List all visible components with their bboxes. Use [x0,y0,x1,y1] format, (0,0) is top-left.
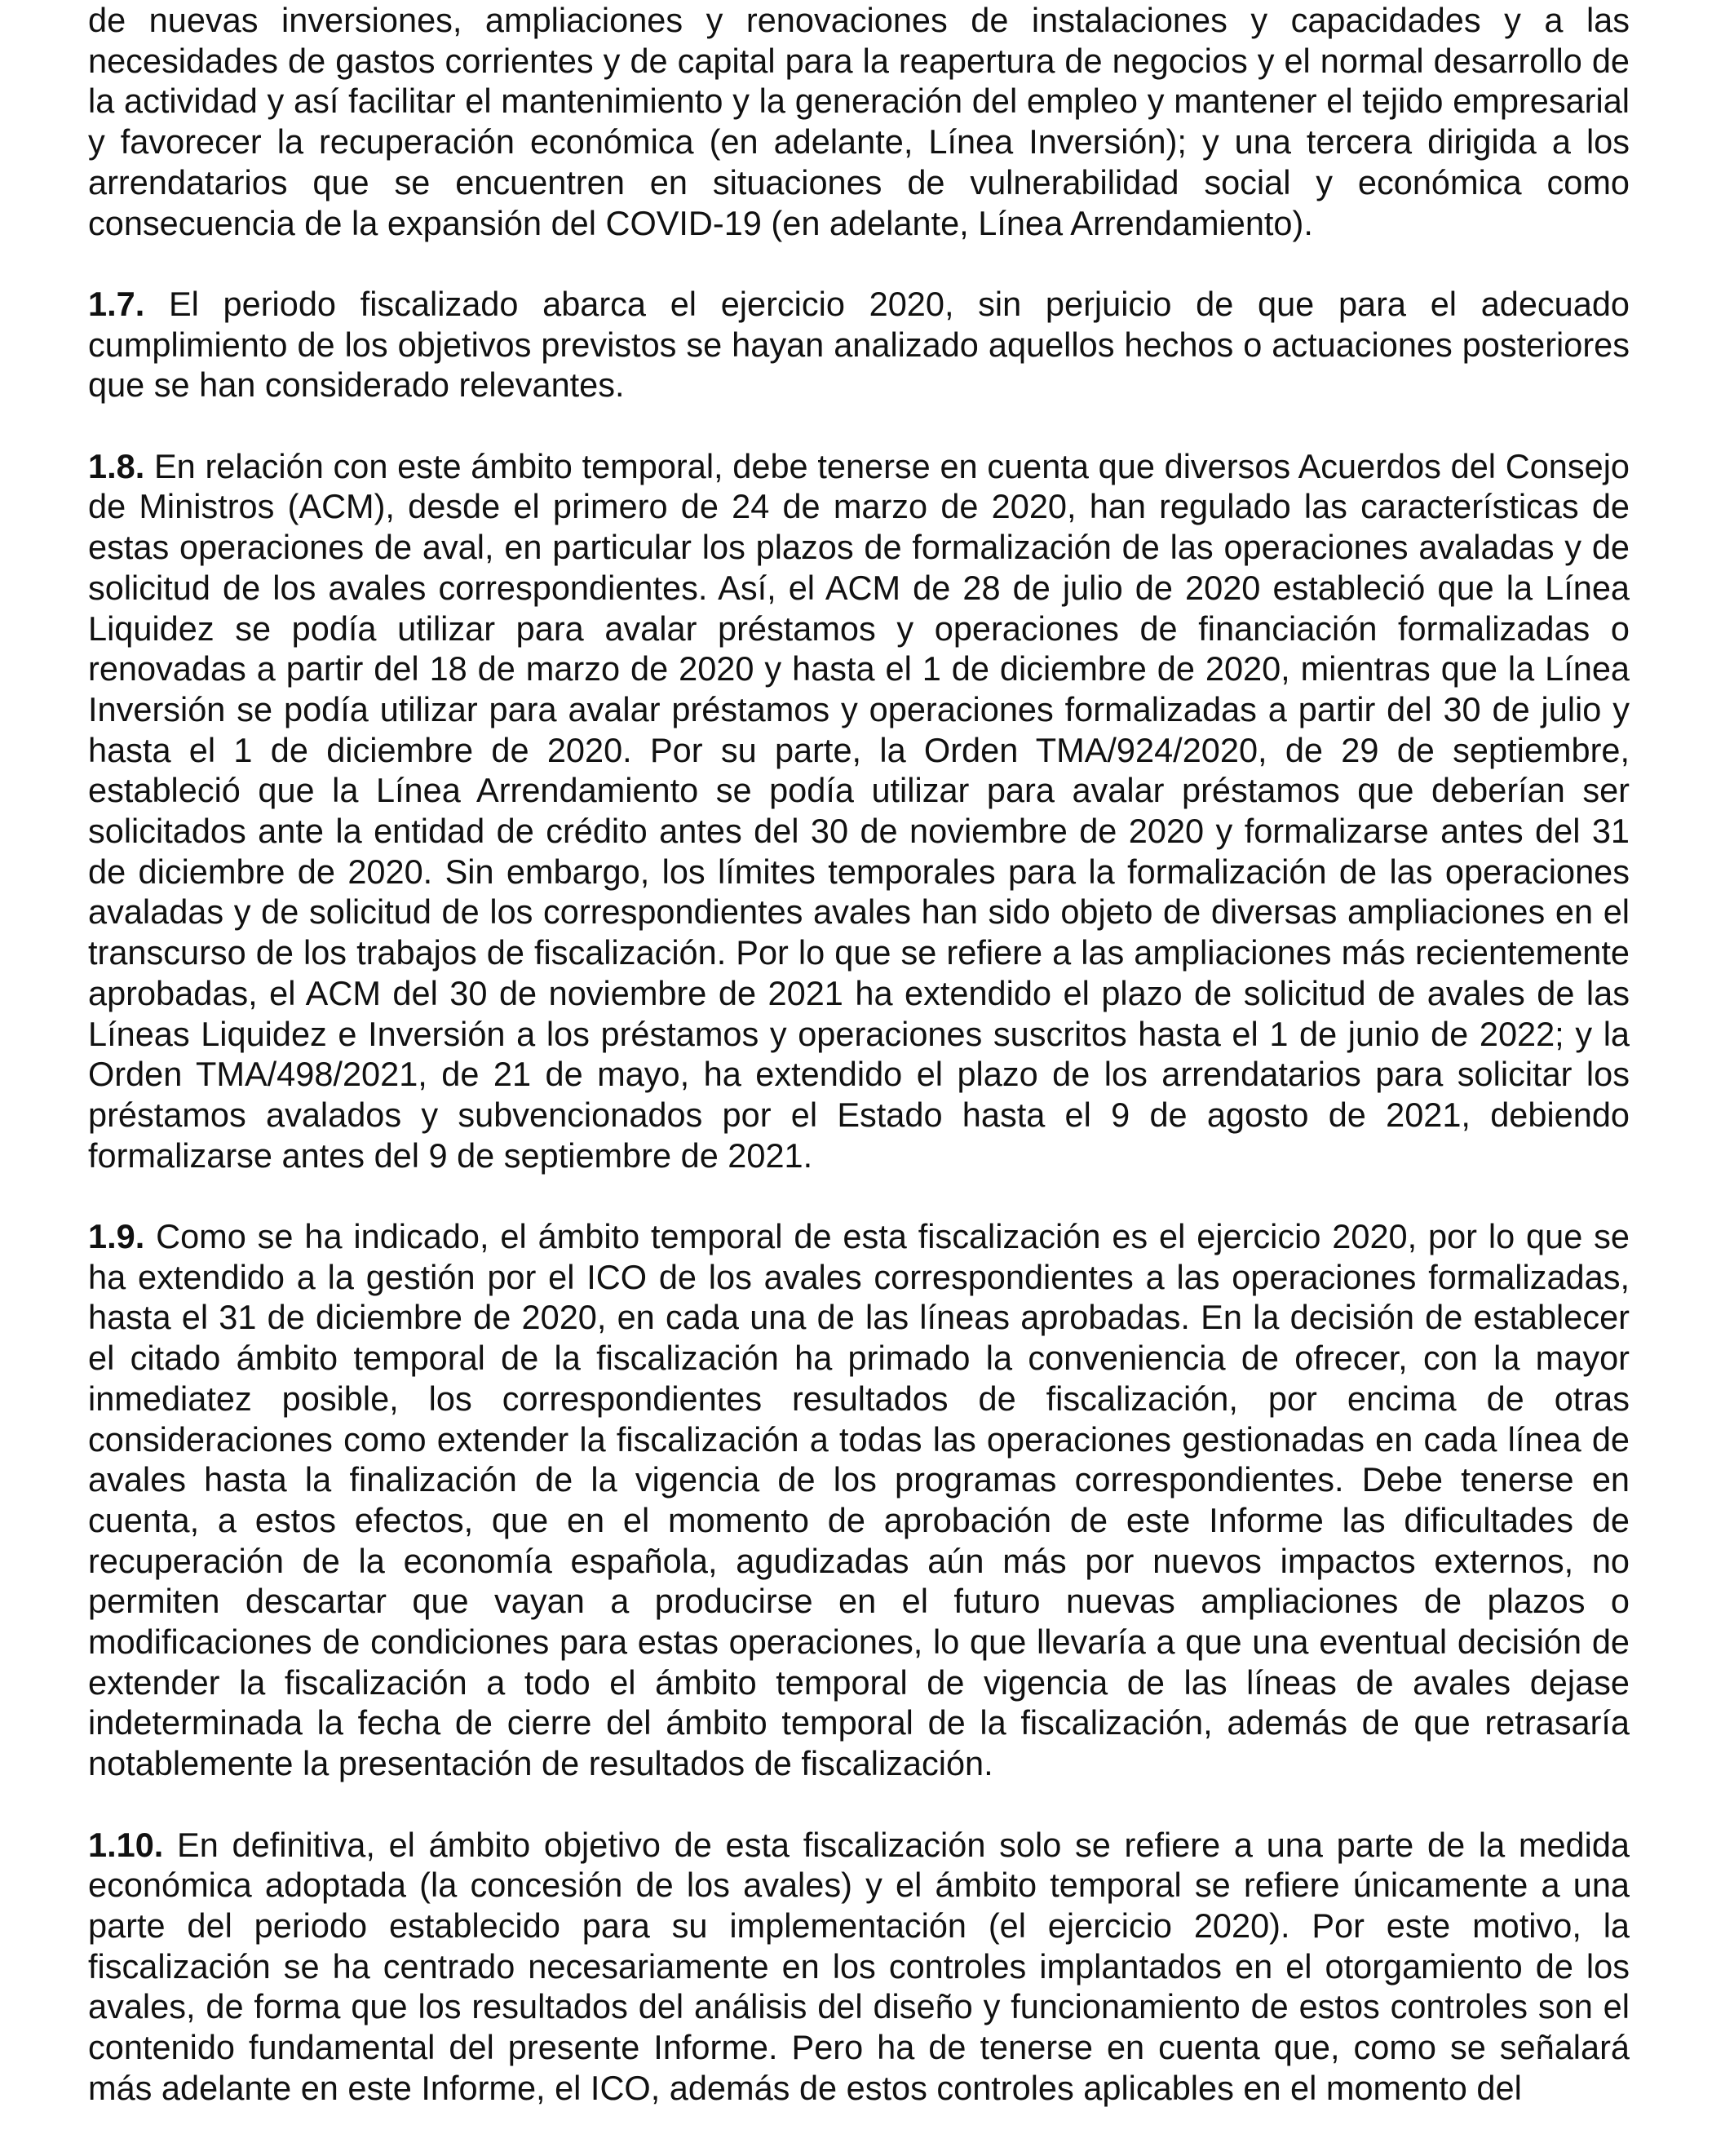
paragraph-number: 1.8. [88,446,145,485]
paragraph-continuation [88,0,1630,243]
paragraph-1-10 [88,1825,1630,2109]
paragraph-text: En relación con este ámbito temporal, debe tenerse en cuenta que diversos Acuerdos del Consejo de Ministros (ACM), desde el primero de 24 de marzo de 2020, han regulado las características de estas operaciones de aval, en particular los plazos de formalización de las operaciones avaladas y de solicitud de los avales correspondientes. Así, el ACM de 28 de julio de 2020 estableció que la Línea Liquidez se podía utilizar para avalar préstamos y operaciones de financiación formalizadas o renovadas a partir del 18 de marzo de 2020 y hasta el 1 de diciembre de 2020, mientras que la Línea Inversión se podía utilizar para avalar préstamos y operaciones formalizadas a partir del 30 de julio y hasta el 1 de diciembre de 2020. Por su parte, la Orden TMA/924/2020, de 29 de septiembre, estableció que la Línea Arrendamiento se podía utilizar para avalar préstamos que deberían ser solicitados ante la entidad de crédito antes del 30 de noviembre de 2020 y formalizarse antes del 31 de diciembre de 2020. Sin embargo, los límites temporales para la formalización de las operaciones avaladas y de solicitud de los correspondientes avales han sido objeto de diversas ampliaciones en el transcurso de los trabajos de fiscalización. Por lo que se refiere a las ampliaciones más recientemente aprobadas, el ACM del 30 de noviembre de 2021 ha extendido el plazo de solicitud de avales de las Líneas Liquidez e Inversión a los préstamos y operaciones suscritos hasta el 1 de junio de 2022; y la Orden TMA/498/2021, de 21 de mayo, ha extendido el plazo de los arrendatarios para solicitar los préstamos avalados y subvencionados por el Estado hasta el 9 de agosto de 2021, debiendo formalizarse antes del 9 de septiembre de 2021. [88,446,1630,1175]
paragraph-number: 1.7. [88,284,145,323]
paragraph-text: Como se ha indicado, el ámbito temporal de esta fiscalización es el ejercicio 2020, por lo que se ha extendido a la gestión por el ICO de los avales correspondientes a las operaciones formalizadas, hasta el 31 de diciembre de 2020, en cada una de las líneas aprobadas. En la decisión de establecer el citado ámbito temporal de la fiscalización ha primado la conveniencia de ofrecer, con la mayor inmediatez posible, los correspondientes resultados de fiscalización, por encima de otras consideraciones como extender la fiscalización a todas las operaciones gestionadas en cada línea de avales hasta la finalización de la vigencia de los programas correspondientes. Debe tenerse en cuenta, a estos efectos, que en el momento de aprobación de este Informe las dificultades de recuperación de la economía española, agudizadas aún más por nuevos impactos externos, no permiten descartar que vayan a producirse en el futuro nuevas ampliaciones de plazos o modificaciones de condiciones para estas operaciones, lo que llevaría a que una eventual decisión de extender la fiscalización a todo el ámbito temporal de vigencia de las líneas de avales dejase indeterminada la fecha de cierre del ámbito temporal de la fiscalización, además de que retrasaría notablemente la presentación de resultados de fiscalización. [88,1217,1630,1783]
paragraph-text: El periodo fiscalizado abarca el ejercicio 2020, sin perjuicio de que para el adecuado cumplimiento de los objetivos previstos se hayan analizado aquellos hechos o actuaciones posteriores que se han considerado relevantes. [88,284,1630,405]
paragraph-number: 1.10. [88,1825,164,1864]
paragraph-number: 1.9. [88,1217,145,1256]
paragraph-1-8 [88,446,1630,1176]
document-page [88,0,1630,2149]
paragraph-text: En definitiva, el ámbito objetivo de esta fiscalización solo se refiere a una parte de la medida económica adoptada (la concesión de los avales) y el ámbito temporal se refiere únicamente a una parte del periodo establecido para su implementación (el ejercicio 2020). Por este motivo, la fiscalización se ha centrado necesariamente en los controles implantados en el otorgamiento de los avales, de forma que los resultados del análisis del diseño y funcionamiento de estos controles son el contenido fundamental del presente Informe. Pero ha de tenerse en cuenta que, como se señalará más adelante en este Informe, el ICO, además de estos controles aplicables en el momento del [88,1825,1630,2107]
paragraph-1-9 [88,1216,1630,1784]
paragraph-text: de nuevas inversiones, ampliaciones y renovaciones de instalaciones y capacidades y a las necesidades de gastos corrientes y de capital para la reapertura de negocios y el normal desarrollo de la actividad y así facilitar el mantenimiento y la generación del empleo y mantener el tejido empresarial y favorecer la recuperación económica (en adelante, Línea Inversión); y una tercera dirigida a los arrendatarios que se encuentren en situaciones de vulnerabilidad social y económica como consecuencia de la expansión del COVID-19 (en adelante, Línea Arrendamiento). [88,1,1630,242]
paragraph-1-7 [88,284,1630,405]
